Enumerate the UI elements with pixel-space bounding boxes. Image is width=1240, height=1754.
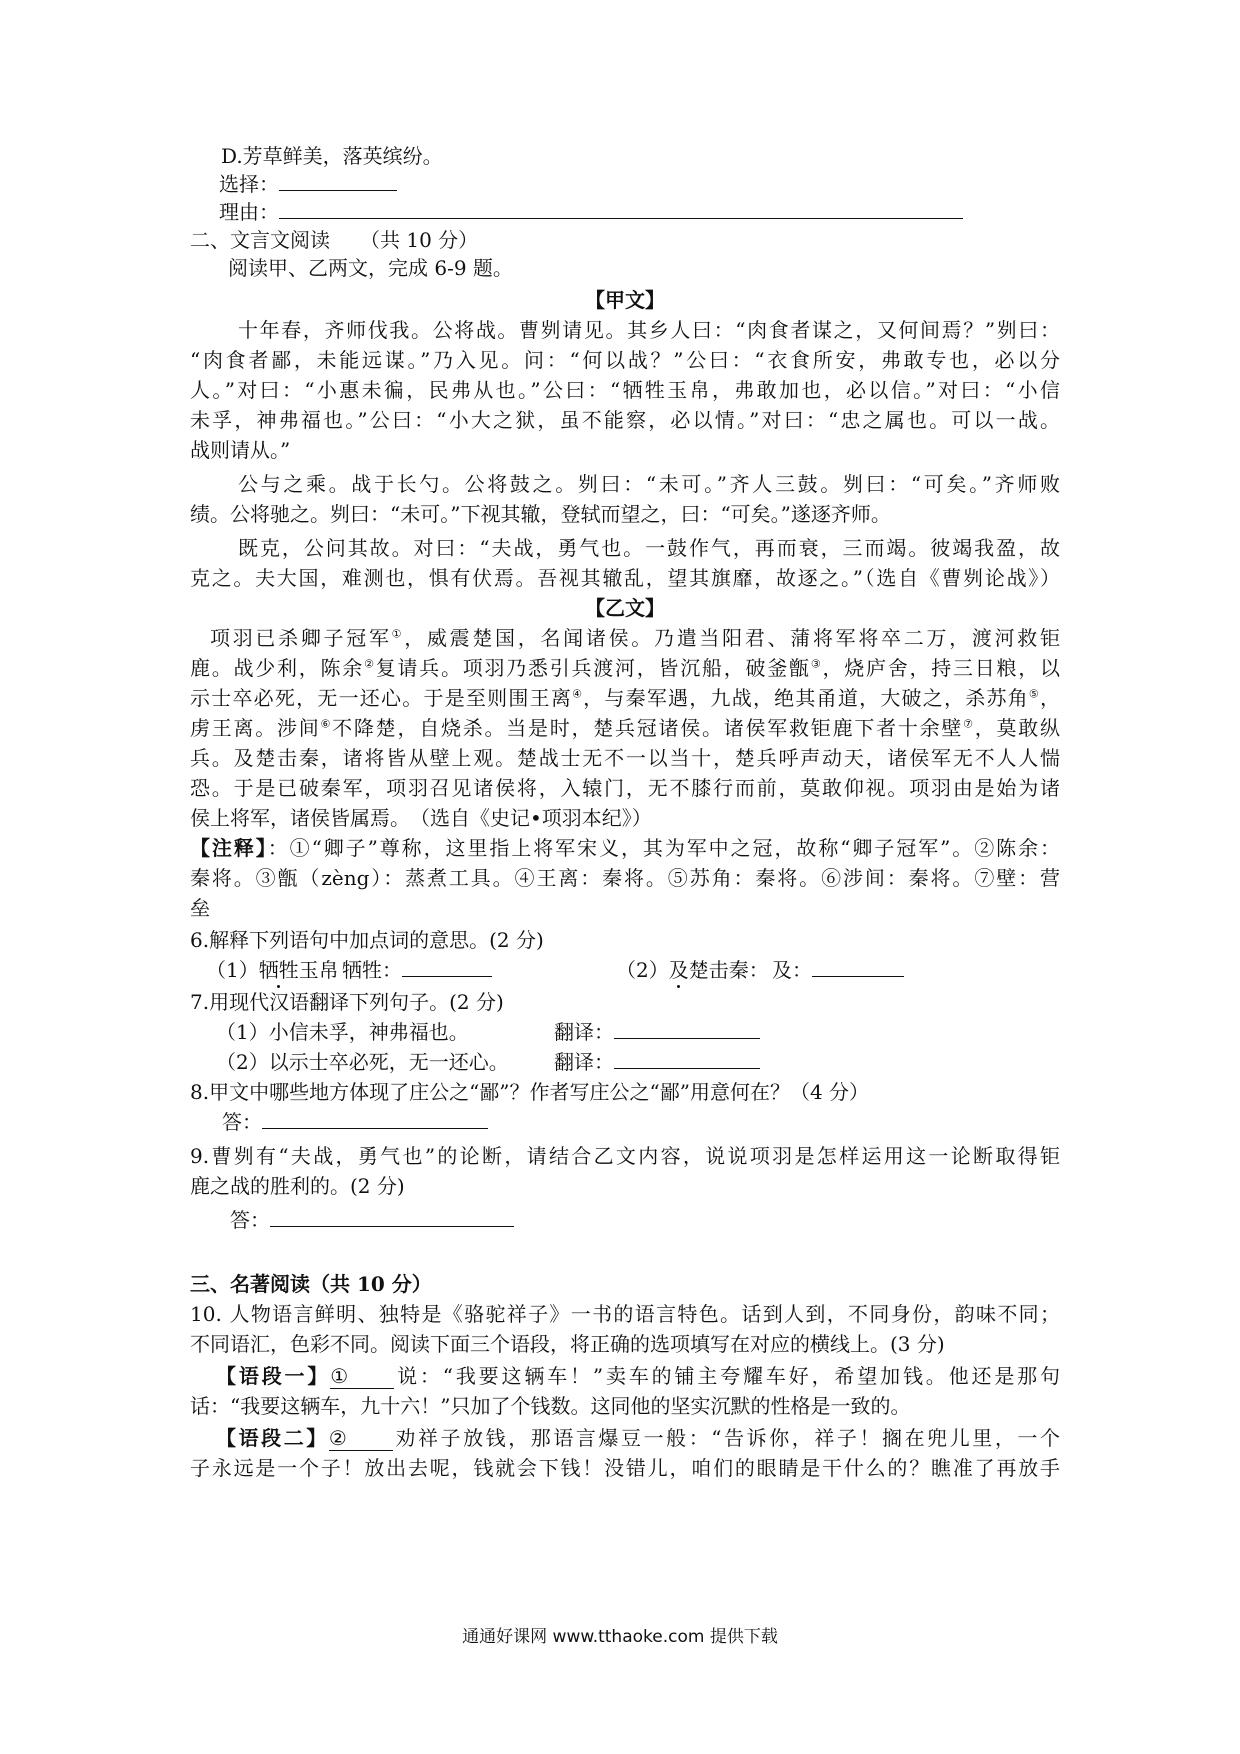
reason-label: 理由： [219, 200, 279, 224]
note-label: 【注释】 [190, 836, 268, 860]
note-line-1: 秦将。③甑（zèng）：蒸煮工具。④王离：秦将。⑤苏角：秦将。⑥涉间：秦将。⑦壁：营 [190, 866, 1060, 890]
q9-line2: 鹿之战的胜利的。(2 分) [190, 1174, 405, 1198]
q9-line1: 9.曹刿有“夫战，勇气也”的论断，请结合乙文内容，说说项羽是怎样运用这一论断取得钜 [190, 1144, 1060, 1168]
jia-title: 【甲文】 [585, 288, 665, 312]
q7-answer2: 翻译： [554, 1050, 760, 1074]
q8-answer: 答： [222, 1110, 488, 1134]
jia-line-1: “肉食者鄙，未能远谋。”乃入见。问：“何以战？”公曰：“衣食所安，弗敢专也，必以分 [190, 348, 1060, 372]
para1-line2: 话：“我要这辆车，九十六！”只加了个钱数。这同他的坚实沉默的性格是一致的。 [190, 1394, 911, 1418]
q7-item2: （2）以示士卒必死，无一还心。 [216, 1050, 509, 1074]
yi-line-2: 示士卒必死，无一还心。于是至则围王离④，与秦军遇，九战，绝其甬道，大破之，杀苏角⑤， [190, 686, 1060, 710]
jia-line-3: 未孚，神弗福也。”公曰：“小大之狱，虽不能察，必以情。”对曰：“忠之属也。可以一战。 [190, 408, 1060, 432]
yi-line-4: 兵。及楚击秦，诸将皆从壁上观。楚战士无不一以当十，楚兵呼声动天，诸侯军无不人人惴 [190, 746, 1060, 770]
q10-line2: 不同语汇，色彩不同。阅读下面三个语段，将正确的选项填写在对应的横线上。(3 分) [190, 1332, 945, 1356]
jia-line-6: 绩。公将驰之。刿曰：“未可。”下视其辙，登轼而望之，曰：“可矣。”遂逐齐师。 [190, 502, 891, 526]
para2-label: 【语段二】 [216, 1426, 329, 1450]
yi-line-0: 项羽已杀卿子冠军①，威震楚国，名闻诸侯。乃遣当阳君、蒲将军将卒二万，渡河救钜 [210, 626, 1061, 650]
para1-blank[interactable]: ① [330, 1364, 394, 1389]
q6-dotted-word-2: 及 [668, 958, 689, 982]
q6-answer2: 及： [772, 958, 904, 982]
jia-line-0: 十年春，齐师伐我。公将战。曹刿请见。其乡人曰：“肉食者谋之，又何间焉？”刿曰： [238, 318, 1060, 342]
q7-blank-2[interactable] [614, 1050, 760, 1069]
section3-heading: 三、名著阅读（共 10 分） [190, 1272, 432, 1296]
q9-blank[interactable] [270, 1208, 514, 1227]
q7-answer1: 翻译： [554, 1020, 760, 1044]
jia-line-5: 公与之乘。战于长勺。公将鼓之。刿曰：“未可。”齐人三鼓。刿曰：“可矣。”齐师败 [238, 472, 1060, 496]
q6-blank-1[interactable] [402, 958, 492, 977]
q7-text: 7.用现代汉语翻译下列句子。(2 分) [190, 990, 504, 1014]
note-line-0: 【注释】：①“卿子”尊称，这里指上将军宋义，其为军中之冠，故称“卿子冠军”。②陈余： [190, 836, 1060, 860]
para2-line2: 子永远是一个子！放出去呢，钱就会下钱！没错儿，咱们的眼睛是干什么的？瞧准了再放手 [190, 1456, 1060, 1480]
reason-blank[interactable] [279, 200, 963, 219]
q6-text: 6.解释下列语句中加点词的意思。(2 分) [190, 928, 544, 952]
page-footer: 通通好课网 www.tthaoke.com 提供下载 [462, 1627, 778, 1647]
q6-item1: （1）牺牲玉帛 [206, 958, 339, 982]
yi-line-6: 侯上将军，诸侯皆属焉。 （选自《史记•项羽本纪》） [190, 806, 652, 830]
q7-blank-1[interactable] [614, 1020, 760, 1039]
jia-line-4: 战则请从。” [190, 438, 291, 462]
choice-blank[interactable] [279, 172, 397, 191]
section2-instruction: 阅读甲、乙两文，完成 6-9 题。 [228, 256, 513, 280]
para1-label: 【语段一】 [216, 1364, 331, 1388]
q8-blank[interactable] [262, 1110, 488, 1129]
yi-title: 【乙文】 [585, 596, 665, 620]
q6-item2: （2）及楚击秦： [616, 958, 769, 982]
section2-heading: 二、文言文阅读 （共 10 分） [190, 228, 479, 252]
q6-blank-2[interactable] [812, 958, 904, 977]
jia-line-8: 克之。夫大国，难测也，惧有伏焉。吾视其辙乱，望其旗靡，故逐之。”（选自《曹刿论战》） [190, 566, 1060, 590]
reason-line [219, 200, 963, 224]
q6-answer1: 牺牲： [342, 958, 492, 982]
choice-line [219, 172, 397, 196]
jia-line-2: 人。”对曰：“小惠未徧，民弗从也。”公曰：“牺牲玉帛，弗敢加也，必以信。”对曰：“小信 [190, 378, 1060, 402]
yi-line-3: 虏王离。涉间⑥不降楚，自烧杀。当是时，楚兵冠诸侯。诸侯军救钜鹿下者十余壁⑦，莫敢纵 [190, 716, 1061, 740]
q8-text: 8.甲文中哪些地方体现了庄公之“鄙”？作者写庄公之“鄙”用意何在？（4 分） [190, 1080, 870, 1104]
option-d: D.芳草鲜美，落英缤纷。 [221, 144, 443, 168]
para1-line1: 【语段一】① 说：“我要这辆车！”卖车的铺主夸耀车好，希望加钱。他还是那句 [216, 1364, 1061, 1388]
q6-dotted-word-1: 牺牲 [258, 958, 299, 982]
q10-line1: 10. 人物语言鲜明、独特是《骆驼祥子》一书的语言特色。话到人到，不同身份，韵味不同； [190, 1302, 1060, 1326]
jia-line-7: 既克，公问其故。对曰：“夫战，勇气也。一鼓作气，再而衰，三而竭。彼竭我盈，故 [238, 536, 1060, 560]
note-line-2: 垒 [190, 896, 210, 920]
yi-line-1: 鹿。战少利，陈余②复请兵。项羽乃悉引兵渡河，皆沉船，破釜甑③，烧庐舍，持三日粮，以 [190, 656, 1061, 680]
yi-line-5: 恐。于是已破秦军，项羽召见诸侯将，入辕门，无不膝行而前，莫敢仰视。项羽由是始为诸 [190, 776, 1060, 800]
q7-item1: （1）小信未孚，神弗福也。 [216, 1020, 469, 1044]
para2-blank[interactable]: ② [329, 1426, 393, 1451]
q9-answer: 答： [230, 1208, 514, 1232]
para2-line1: 【语段二】② 劝祥子放钱，那语言爆豆一般：“告诉你，祥子！搁在兜儿里，一个 [216, 1426, 1060, 1450]
choice-label: 选择： [219, 172, 279, 196]
